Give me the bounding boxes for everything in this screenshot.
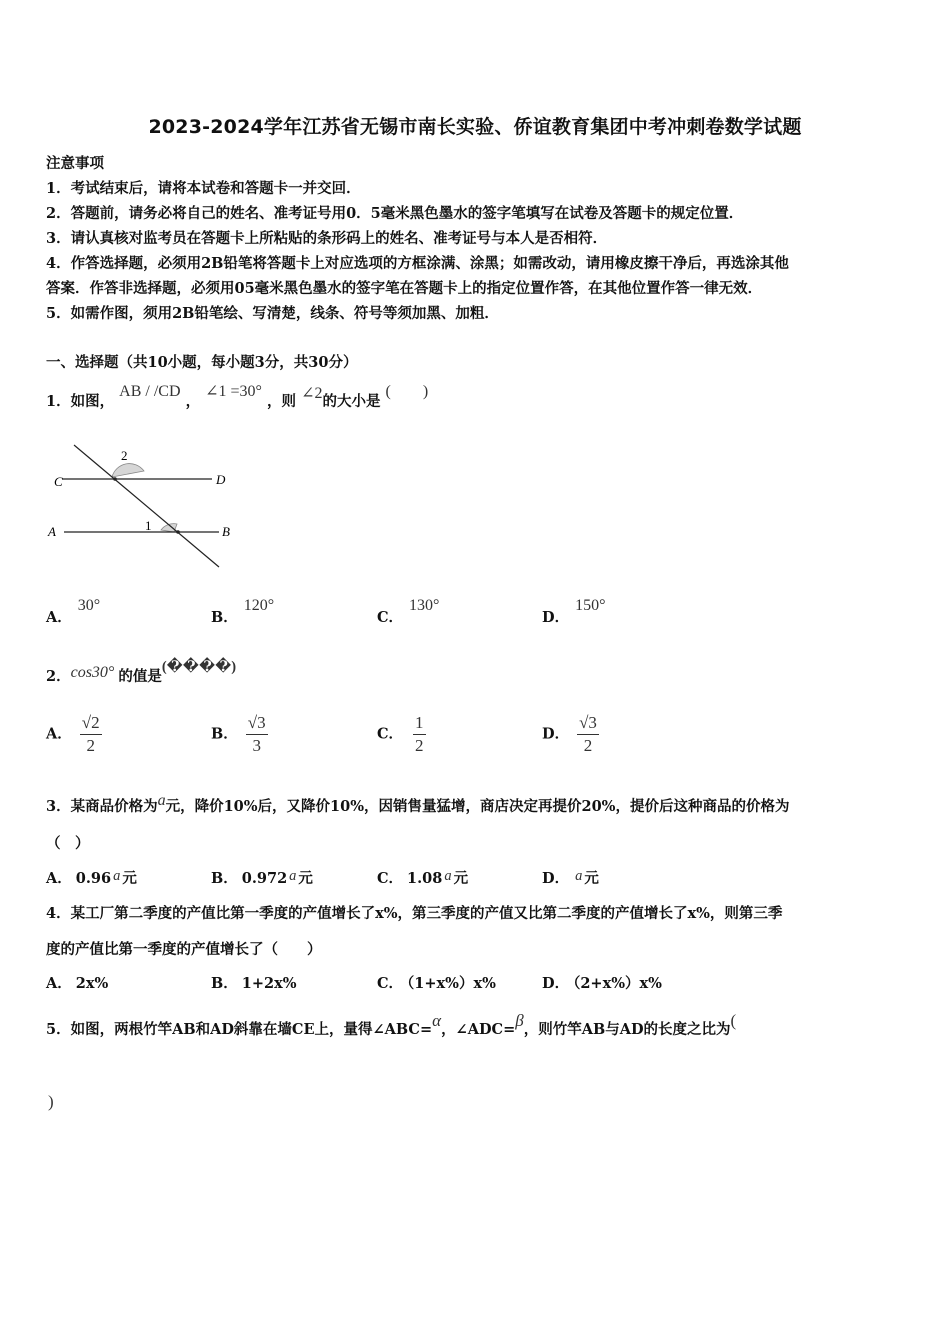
label-a: A bbox=[48, 524, 56, 539]
question-4-line-2: 度的产值比第一季度的产值增长了（ ） bbox=[46, 941, 322, 958]
notice-item-1: 1．考试结束后，请将本试卷和答题卡一并交回． bbox=[46, 180, 361, 197]
intersection-top bbox=[113, 477, 117, 481]
intersection-bottom bbox=[176, 530, 180, 534]
q1-option-d: D．150° bbox=[542, 597, 606, 626]
transversal bbox=[74, 445, 219, 567]
q1-option-b: B．120° bbox=[211, 597, 275, 626]
q2-paren: (����) bbox=[161, 659, 237, 675]
q2-math: cos30° bbox=[70, 664, 115, 681]
q1-option-a: A．30° bbox=[46, 597, 101, 626]
question-3: 3．某商品价格为a元，降价10%后，又降价10%，因销售量猛增，商店决定再提价20%，提价后这种商品的价格为 bbox=[46, 792, 790, 815]
q1-figure bbox=[44, 440, 244, 575]
q1-option-c: C．130° bbox=[377, 597, 440, 626]
notice-item-4-cont: 答案．作答非选择题，必须用05毫米黑色墨水的签字笔在答题卡上的指定位置作答，在其他位置作答一律无效． bbox=[46, 280, 763, 297]
q2-option-b: B． $\frac{√3}{3}$ bbox=[211, 713, 266, 755]
section-heading: 一、选择题（共10小题，每小题3分，共30分） bbox=[46, 354, 358, 371]
q3-option-a: A． 0.96 a 元 bbox=[46, 868, 137, 887]
q1-parallel: AB / /CD bbox=[119, 383, 181, 400]
q2-option-a: A． $\frac{√2}{2}$ bbox=[46, 713, 100, 755]
q5-alpha: α bbox=[432, 1011, 442, 1030]
q1-comma: ， bbox=[185, 393, 201, 410]
q4-option-c: C． （1+x%）x% bbox=[377, 975, 496, 992]
q3-option-b: B． 0.972 a 元 bbox=[211, 868, 313, 887]
q1-mid: ，则 bbox=[267, 393, 297, 410]
q5-close-paren: ) bbox=[48, 1092, 54, 1111]
q3-option-d: D． a 元 bbox=[542, 868, 599, 887]
notice-item-2: 2．答题前，请务必将自己的姓名、准考证号用0．5毫米黑色墨水的签字笔填写在试卷及答题卡的规定位置． bbox=[46, 205, 744, 222]
q5-open-paren: ( bbox=[730, 1011, 737, 1030]
question-5: 5．如图，两根竹竿AB和AD斜靠在墙CE上，量得∠ABC=α，∠ADC=β，则竹竿AB与AD的长度之比为( bbox=[46, 1011, 737, 1038]
angle2-arc bbox=[112, 464, 144, 477]
q1-paren: ( ) bbox=[385, 383, 429, 400]
q1-prefix: 1．如图， bbox=[46, 393, 115, 410]
q4-option-d: D． （2+x%）x% bbox=[542, 975, 662, 992]
q1-angle1: ∠1 =30° bbox=[205, 383, 262, 400]
q2-option-c: C． $\frac{1}{2}$ bbox=[377, 713, 424, 755]
notice-item-5: 5．如需作图，须用2B铅笔绘、写清楚，线条、符号等须加黑、加粗． bbox=[46, 305, 499, 322]
notice-item-3: 3．请认真核对监考员在答题卡上所粘贴的条形码上的姓名、准考证号与本人是否相符． bbox=[46, 230, 608, 247]
notice-heading: 注意事项 bbox=[46, 155, 104, 172]
label-2: 2 bbox=[121, 448, 128, 463]
label-1: 1 bbox=[145, 518, 152, 533]
q1-angle2: ∠2 bbox=[301, 385, 323, 402]
q3-option-c: C． 1.08 a 元 bbox=[377, 868, 469, 887]
q4-option-b: B． 1+2x% bbox=[211, 975, 297, 992]
q3-paren: （ ） bbox=[46, 835, 90, 852]
q5-beta: β bbox=[515, 1011, 524, 1030]
question-1 bbox=[46, 383, 429, 411]
q1-suffix: 的大小是 bbox=[322, 393, 381, 410]
question-4-line-1: 4．某工厂第二季度的产值比第一季度的产值增长了x%，第三季度的产值又比第二季度的产值增长了x%，则第三季 bbox=[46, 905, 783, 922]
q4-option-a: A． 2x% bbox=[46, 975, 109, 992]
q2-option-d: D． $\frac{√3}{2}$ bbox=[542, 713, 597, 755]
label-b: B bbox=[222, 524, 230, 539]
page-title: 2023-2024学年江苏省无锡市南长实验、侨谊教育集团中考冲刺卷数学试题 bbox=[148, 116, 802, 138]
label-c: C bbox=[54, 474, 63, 489]
label-d: D bbox=[216, 472, 226, 487]
question-2: 2．cos30° 的值是(����) bbox=[46, 659, 237, 685]
notice-item-4: 4．作答选择题，必须用2B铅笔将答题卡上对应选项的方框涂满、涂黑；如需改动，请用橡皮擦干净后，再选涂其他 bbox=[46, 255, 789, 272]
